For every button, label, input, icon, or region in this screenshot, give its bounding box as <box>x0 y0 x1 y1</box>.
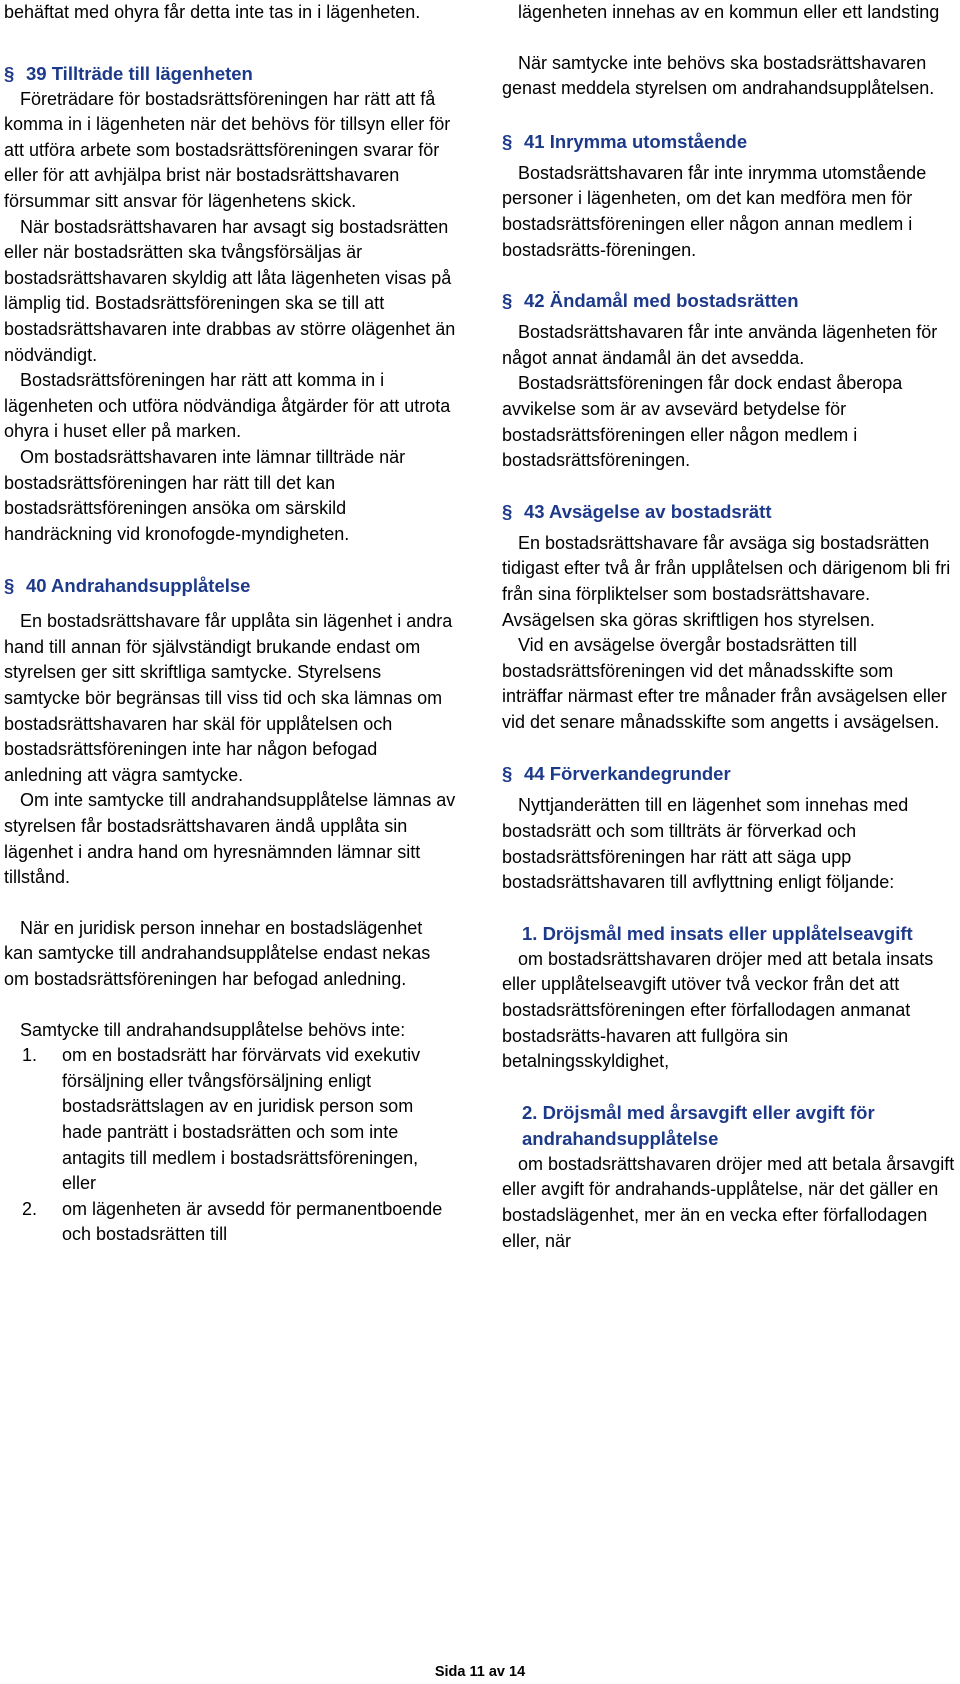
list-item-text: om lägenheten är avsedd för permanentboende och bostadsrätten till <box>62 1198 443 1245</box>
section-heading-39: § 39 Tillträde till lägenheten <box>4 61 456 87</box>
paragraph: Företrädare för bostadsrättsföreningen har rätt att få komma in i lägenheten när det behövs för tillsyn eller för att utföra arbete som bostadsrättsföreningen svarar för eller för att avhjälpa brist när bostadsrättshavaren försummar sitt ansvar för lägenhetens skick. <box>4 88 451 211</box>
section-sign-icon: § <box>502 130 513 152</box>
page-number: Sida 11 av 14 <box>434 1664 526 1680</box>
paragraph: När en juridisk person innehar en bostadslägenhet kan samtycke till andrahandsupplåtelse endast nekas om bostadsrättsföreningen har befogad anledning. <box>4 917 431 989</box>
paragraph: Samtycke till andrahandsupplåtelse behövs inte: <box>20 1019 406 1040</box>
exemption-list <box>4 1043 456 1248</box>
paragraph: om bostadsrättshavaren dröjer med att betala årsavgift eller avgift för andrahands-upplåtelse, när det gäller en bostadslägenhet, mer än en vecka efter förfallodagen eller, när <box>502 1153 955 1251</box>
section-sign-icon: § <box>502 500 513 522</box>
list-item <box>4 1197 456 1248</box>
list-number: 1. <box>22 1045 38 1066</box>
paragraph: Bostadsrättsföreningen har rätt att komma in i lägenheten och utföra nödvändiga åtgärder för att utrota ohyra i huset eller på marken. <box>4 370 451 442</box>
list-item-text: om en bostadsrätt har förvärvats vid exekutiv försäljning eller tvångsförsäljning enligt bostadsrättslagen av en juridisk person som hade panträtt i bostadsrätten och som inte antagits till medlem i bostadsrättsföreningen, eller <box>62 1045 421 1194</box>
continued-text: lägenheten innehas av en kommun eller ett landsting <box>518 2 940 22</box>
section-heading-42: § 42 Ändamål med bostadsrätten <box>502 288 956 314</box>
paragraph: Om inte samtycke till andrahandsupplåtelse lämnas av styrelsen får bostadsrättshavaren ändå upplåta sin lägenhet i andra hand om hyresnämnden lämnar sitt tillstånd. <box>4 790 456 888</box>
paragraph: Bostadsrättshavaren får inte inrymma utomstående personer i lägenheten, om det kan medföra men för bostadsrättsföreningen eller någon annan medlem i bostadsrätts-föreningen. <box>502 162 927 260</box>
paragraph: Bostadsrättsföreningen får dock endast åberopa avvikelse som är av avsevärd betydelse för bostadsrättsföreningen eller någon medlem i bostadsrättsföreningen. <box>502 373 903 471</box>
list-item <box>4 1043 456 1197</box>
section-sign-icon: § <box>4 575 15 597</box>
section-sign-icon: § <box>502 290 513 312</box>
section-sign-icon: § <box>4 62 15 84</box>
section-sign-icon: § <box>502 763 513 785</box>
left-column <box>4 0 456 1248</box>
right-column <box>502 0 956 1254</box>
paragraph: Bostadsrättshavaren får inte använda lägenheten för något annat ändamål än det avsedda. <box>502 322 938 368</box>
list-number: 2. <box>22 1198 38 1219</box>
paragraph: En bostadsrättshavare får avsäga sig bostadsrätten tidigast efter två år från upplåtelsen och därigenom bli fri från sina förpliktelser som bostadsrättshavare. Avsägelsen ska göras skriftligen hos styrelsen. <box>502 532 951 630</box>
continued-text: behäftat med ohyra får detta inte tas in i lägenheten. <box>4 2 421 22</box>
subsection-heading: 1. Dröjsmål med insats eller upplåtelseavgift <box>522 922 913 944</box>
section-heading-44: § 44 Förverkandegrunder <box>502 761 956 787</box>
section-heading-41: § 41 Inrymma utomstående <box>502 129 956 155</box>
paragraph: När samtycke inte behövs ska bostadsrättshavaren genast meddela styrelsen om andrahandsupplåtelsen. <box>502 52 935 99</box>
paragraph: En bostadsrättshavare får upplåta sin lägenhet i andra hand till annan för självständigt brukande endast om styrelsen ger sitt skriftliga samtycke. Styrelsens samtycke bör begränsas till viss tid och ska lämnas om bostadsrättshavaren har skäl för upplåtelsen och bostadsrättsföreningen inte har någon befogad anledning att vägra samtycke. <box>4 611 453 785</box>
paragraph: om bostadsrättshavaren dröjer med att betala insats eller upplåtelseavgift utöver två veckor från det att bostadsrättsföreningen efter förfallodagen anmanat bostadsrätts-havaren att fullgöra sin betalningsskyldighet, <box>502 948 934 1072</box>
subsection-heading: 2. Dröjsmål med årsavgift eller avgift för andrahandsupplåtelse <box>522 1101 875 1149</box>
paragraph: Vid en avsägelse övergår bostadsrätten till bostadsrättsföreningen vid det månadsskifte som inträffar närmast efter tre månader från avsägelsen eller vid det senare månadsskifte som angetts i avsägelsen. <box>502 635 947 732</box>
paragraph: Nyttjanderätten till en lägenhet som innehas med bostadsrätt och som tillträts är förverkad och bostadsrättsföreningen har rätt att säga upp bostadsrättshavaren till avflyttning enligt följande: <box>502 795 909 893</box>
paragraph: Om bostadsrättshavaren inte lämnar tillträde när bostadsrättsföreningen har rätt till det kan bostadsrättsföreningen ansöka om särskild handräckning vid kronofogde-myndigheten. <box>4 446 406 544</box>
paragraph: När bostadsrättshavaren har avsagt sig bostadsrätten eller när bostadsrätten ska tvångsförsäljas är bostadsrättshavaren skyldig att låta lägenheten visas på lämplig tid. Bostadsrättsföreningen ska se till att bostadsrättshavaren inte drabbas av större olägenhet än nödvändigt. <box>4 216 456 365</box>
section-heading-40: § 40 Andrahandsupplåtelse <box>4 573 456 599</box>
section-heading-43: § 43 Avsägelse av bostadsrätt <box>502 499 956 525</box>
